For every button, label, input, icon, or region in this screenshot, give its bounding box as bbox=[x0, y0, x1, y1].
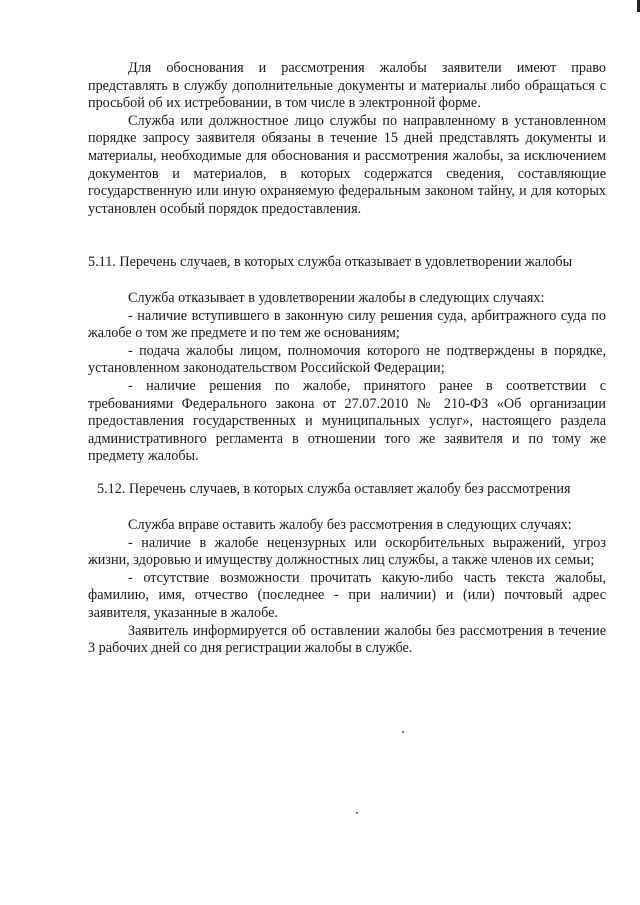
list-item: - наличие решения по жалобе, принятого ранее в соответствии с требованиями Федерального закона от 27.07.2010 № 210-ФЗ «Об организации предоставления государственных и муниципальных услуг», настоящего раздела административного регламента в отношении того же заявителя и по тому же предмету жалобы. bbox=[88, 377, 606, 465]
list-item: - наличие вступившего в законную силу решения суда, арбитражного суда по жалобе о том же предмете и по тем же основаниям; bbox=[88, 307, 606, 342]
scan-speck bbox=[402, 731, 404, 733]
section-5-11-body bbox=[88, 290, 606, 466]
section-5-10-body bbox=[88, 60, 606, 218]
section-5-12-body bbox=[88, 517, 606, 658]
section-heading-5-11: 5.11. Перечень случаев, в которых служба отказывает в удовлетворении жалобы bbox=[88, 254, 573, 270]
paragraph-intro: Служба отказывает в удовлетворении жалобы в следующих случаях: bbox=[128, 290, 545, 306]
list-item: - отсутствие возможности прочитать какую-либо часть текста жалобы, фамилию, имя, отчество (последнее - при наличии) и (или) почтовый адрес заявителя, указанные в жалобе. bbox=[88, 569, 606, 621]
paragraph: Служба или должностное лицо службы по направленному в установленном порядке запросу заявителя обязаны в течение 15 дней представлять документы и материалы, необходимые для обоснования и рассмотрения жалобы, за исключением документов и материалов, в которых содержатся сведения, составляющие государственную или иную охраняемую федеральным законом тайну, и для которых установлен особый порядок предоставления. bbox=[88, 112, 606, 217]
section-heading-5-12: 5.12. Перечень случаев, в которых служба оставляет жалобу без рассмотрения bbox=[97, 481, 571, 497]
scan-speck bbox=[356, 812, 358, 814]
paragraph: Для обоснования и рассмотрения жалобы заявители имеют право представлять в службу дополнительные документы и материалы либо обращаться с просьбой об их истребовании, в том числе в электронной форме. bbox=[88, 60, 606, 112]
paragraph-intro: Служба вправе оставить жалобу без рассмотрения в следующих случаях: bbox=[128, 517, 572, 533]
list-item: - подача жалобы лицом, полномочия которого не подтверждены в порядке, установленном законодательством Российской Федерации; bbox=[88, 342, 606, 377]
paragraph: Заявитель информируется об оставлении жалобы без рассмотрения в течение 3 рабочих дней со дня регистрации жалобы в службе. bbox=[88, 622, 606, 657]
list-item: - наличие в жалобе нецензурных или оскорбительных выражений, угроз жизни, здоровью и имуществу должностных лиц службы, а также членов их семьи; bbox=[88, 534, 606, 569]
